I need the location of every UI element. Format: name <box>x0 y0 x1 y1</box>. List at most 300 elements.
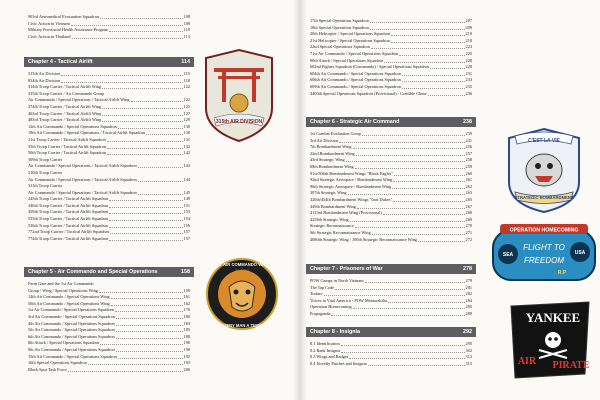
toc-entry[interactable] <box>28 236 190 243</box>
toc-dot-leader <box>118 128 183 129</box>
toc-entry[interactable] <box>310 157 472 164</box>
toc-entry-title: 309th Troop Carrier <box>28 156 63 162</box>
toc-entry[interactable] <box>28 124 190 131</box>
toc-entry[interactable] <box>310 177 472 184</box>
toc-entry[interactable] <box>310 25 472 32</box>
toc-dot-leader <box>402 88 465 89</box>
toc-entry-title: Civic Action in Vietnam <box>28 20 70 26</box>
toc-entry[interactable] <box>310 77 472 84</box>
toc-dot-leader <box>402 75 465 76</box>
toc-entry[interactable] <box>28 183 190 190</box>
toc-entry-title: POW Camps in North Vietnam <box>310 278 364 283</box>
toc-entry[interactable] <box>28 340 190 347</box>
toc-entry[interactable] <box>28 150 190 157</box>
toc-entry-title: Torture <box>310 291 323 297</box>
toc-entry-title: 14th Air Commando / Special Operations Wing <box>28 294 110 300</box>
chapter-4-page: 114 <box>181 59 190 65</box>
patch-flight-line1: FLIGHT TO <box>523 243 565 252</box>
toc-entry[interactable] <box>28 223 190 230</box>
toc-entry-page: 223 <box>465 44 472 50</box>
toc-entry[interactable] <box>28 21 190 28</box>
toc-dot-leader <box>109 207 182 208</box>
patch-cest-la-vie-bottom: STRATEGIC BOMBARDMENT <box>514 195 574 200</box>
toc-dot-leader <box>102 88 182 89</box>
toc-dot-leader <box>365 282 465 283</box>
toc-entry-page: 210 <box>465 31 472 37</box>
toc-entry-title: 483rd Troop Carrier / Tactical Airlift Wing <box>28 117 102 123</box>
toc-entry-title: 90th Attack / Special Operations Squadron <box>310 57 384 63</box>
toc-entry[interactable] <box>28 229 190 236</box>
toc-dot-leader <box>335 289 464 290</box>
toc-entry[interactable] <box>310 71 472 78</box>
toc-entry-title: 21st Troop Carrier / Tactical Airlift Squadron <box>28 136 106 142</box>
toc-entry[interactable] <box>310 138 472 145</box>
toc-entry-page: 260 <box>465 170 472 176</box>
toc-entry-page: 313 <box>465 354 472 360</box>
toc-dot-leader <box>341 345 465 346</box>
toc-entry[interactable] <box>310 190 472 197</box>
toc-entry-title: 71st Air Commando / Special Operations Squadron <box>310 50 399 56</box>
toc-entry-title: 35th Troop Carrier / Tactical Airlift Squadron <box>28 143 107 149</box>
toc-entry-page: 151 <box>183 202 190 208</box>
toc-dot-leader <box>371 48 465 49</box>
toc-entry-title: 91st/306th Bombardment Wings "Black Eagles" <box>310 170 393 176</box>
toc-dot-leader <box>146 134 182 135</box>
toc-entry[interactable] <box>28 84 190 91</box>
chapter-7-header[interactable] <box>306 264 476 274</box>
toc-entry[interactable] <box>28 170 190 177</box>
toc-entry[interactable] <box>310 51 472 58</box>
toc-entry-page: 162 <box>183 300 190 306</box>
toc-entry-title: 834th Air Division <box>28 77 61 83</box>
patch-flight-line2: FREEDOM <box>524 256 564 265</box>
toc-entry-title: Propaganda <box>310 310 331 316</box>
toc-entry[interactable] <box>28 157 190 164</box>
toc-entry-page: 161 <box>183 294 190 300</box>
toc-entry[interactable] <box>28 314 190 321</box>
patch-cest-la-vie <box>505 126 583 214</box>
toc-entry-page: 272 <box>465 236 472 242</box>
toc-entry-page: 285 <box>465 304 472 310</box>
toc-entry-page: 156 <box>183 222 190 228</box>
toc-entry[interactable] <box>310 38 472 45</box>
toc-entry[interactable] <box>28 163 190 170</box>
toc-entry-title: 50th Troop Carrier / Tactical Airlift Squadron <box>28 150 107 156</box>
toc-entry-title: 307th Strategic Wing <box>310 190 347 196</box>
toc-dot-leader <box>348 194 465 195</box>
toc-entry-page: 154 <box>183 216 190 222</box>
toc-entry[interactable] <box>28 104 190 111</box>
toc-dot-leader <box>61 82 182 83</box>
toc-dot-leader <box>370 29 465 30</box>
chapter-6-title: Chapter 6 - Strategic Air Command <box>310 119 400 125</box>
toc-dot-leader <box>357 208 465 209</box>
toc-entry-title: 1st Combat Evaluation Group <box>310 131 362 136</box>
toc-entry-title: 56th Air Commando / Special Operations Wing <box>28 300 110 306</box>
toc-entry[interactable] <box>310 237 472 244</box>
toc-entry[interactable] <box>28 117 190 124</box>
toc-entry[interactable] <box>310 18 472 25</box>
toc-entry-page: 159 <box>183 287 190 293</box>
toc-dot-leader <box>115 311 182 312</box>
toc-entry-title: 609th Air Commando / Special Operations Squadron <box>310 83 401 89</box>
toc-dot-leader <box>353 148 465 149</box>
toc-entry-page: 289 <box>465 310 472 316</box>
chapter-6-list <box>310 131 472 243</box>
patch-pirate-line3: PIRATE <box>552 360 590 371</box>
toc-entry-page: 258 <box>465 157 472 163</box>
chapter-8-list <box>310 341 472 367</box>
toc-entry-page: 145 <box>183 189 190 195</box>
toc-entry[interactable] <box>310 204 472 211</box>
toc-entry[interactable] <box>310 184 472 191</box>
toc-entry-title: 310th Troop Carrier <box>28 169 63 175</box>
patch-pirate-line2: AIR <box>517 356 537 367</box>
toc-entry[interactable] <box>28 177 190 184</box>
patch-1st-bottom-text: EVERY MAN A TIGER <box>220 323 264 328</box>
toc-entry-page: 153 <box>183 209 190 215</box>
toc-entry-page: 190 <box>183 340 190 346</box>
chapter-6-section <box>310 117 472 243</box>
toc-entry-title: 535th Troop Carrier / Tactical Airlift Squadron <box>28 216 109 222</box>
toc-entry-title: 4133rd Bombardment Wing (Provisional) <box>310 210 382 216</box>
chapter-5-section <box>28 267 190 373</box>
toc-entry-page: 271 <box>465 229 472 235</box>
chapter-5-header[interactable] <box>24 267 194 277</box>
toc-entry-page: 267 <box>465 203 472 209</box>
chapter-8-header[interactable] <box>306 327 476 337</box>
toc-entry-title: Air Commando / Special Operations / Tactical Airlift Squadron <box>28 176 137 182</box>
toc-entry-title: Civic Action in Thailand <box>28 33 71 39</box>
toc-dot-leader <box>131 101 183 102</box>
toc-dot-leader <box>109 240 182 241</box>
toc-entry-title: 96th Strategic Aerospace / Bombardment Wing <box>310 183 392 189</box>
toc-entry-title: 8.2 Rank Insignia <box>310 347 341 353</box>
toc-entry[interactable] <box>28 144 190 151</box>
toc-entry[interactable] <box>310 341 472 348</box>
toc-entry-page: 143 <box>183 163 190 169</box>
toc-entry[interactable] <box>28 360 190 367</box>
chapter-7-page: 278 <box>463 266 472 272</box>
toc-dot-leader <box>109 31 182 32</box>
toc-entry[interactable] <box>28 190 190 197</box>
toc-entry-page: 261 <box>465 177 472 183</box>
toc-entry[interactable] <box>310 304 472 311</box>
patch-1st-air-commando <box>205 257 279 331</box>
toc-entry-page: 241 <box>465 137 472 143</box>
toc-entry-page: 188 <box>183 333 190 339</box>
toc-entry[interactable] <box>28 137 190 144</box>
toc-entry[interactable] <box>310 210 472 217</box>
toc-entry-page: 115 <box>183 71 190 76</box>
toc-entry[interactable] <box>28 71 190 78</box>
toc-entry-title: 320th/454th Bombardment Wings "Iron Dukes" <box>310 196 393 202</box>
toc-entry-title: 92nd Strategic Aerospace / Bombardment Wing <box>310 177 393 183</box>
toc-dot-leader <box>402 81 465 82</box>
toc-entry[interactable] <box>310 64 472 71</box>
toc-dot-leader <box>71 25 183 26</box>
toc-dot-leader <box>356 155 465 156</box>
toc-entry-title: 19th Air Commando / Special Operations / Tactical Airlift Squadron <box>28 130 146 136</box>
toc-entry-page: 225 <box>465 50 472 56</box>
toc-entry-title: 12th Air Commando / Special Operations Squadron <box>28 123 117 129</box>
toc-entry-page: 125 <box>183 103 190 109</box>
toc-entry-page: 209 <box>465 24 472 30</box>
toc-dot-leader <box>118 358 183 359</box>
toc-entry-page: 263 <box>465 190 472 196</box>
toc-entry-page: 113 <box>183 33 190 39</box>
chapter-4-title: Chapter 4 - Tactical Airlift <box>28 59 93 65</box>
toc-entry-title: 20th Helicopter / Special Operations Squadron <box>310 31 391 37</box>
toc-entry-page: 228 <box>465 64 472 70</box>
toc-dot-leader <box>116 351 183 352</box>
toc-entry-page: 207 <box>465 18 472 23</box>
toc-entry-title: 345th Troop Carrier / Tactical Airlift Squadron <box>28 196 109 202</box>
toc-dot-leader <box>116 331 183 332</box>
toc-entry[interactable] <box>28 209 190 216</box>
patch-pirate-line1: YANKEE <box>525 310 581 325</box>
toc-entry-page: 206 <box>183 366 190 372</box>
toc-entry-page: 279 <box>465 278 472 283</box>
toc-entry[interactable] <box>310 291 472 298</box>
toc-entry-page: 235 <box>465 83 472 89</box>
toc-entry-title: 4th Air Commando / Special Operations Squadron <box>28 320 115 326</box>
toc-entry[interactable] <box>28 367 190 374</box>
toc-dot-leader <box>109 213 182 214</box>
chapter-7-title: Chapter 7 - Prisoners of War <box>310 266 383 272</box>
toc-dot-leader <box>393 181 464 182</box>
chapter-8-section <box>310 327 472 367</box>
toc-entry-title: Military Provincial Health Assistance Program <box>28 27 109 33</box>
toc-dot-leader <box>394 175 465 176</box>
toc-entry-title: 15th Air Commando / Special Operations Squadron <box>28 353 117 359</box>
toc-entry[interactable] <box>28 288 190 295</box>
toc-entry-title: 22nd Special Operations Squadron <box>310 44 370 50</box>
toc-entry-title: 314th Troop Carrier / Tactical Airlift Wing <box>28 84 102 90</box>
toc-dot-leader <box>100 18 183 19</box>
toc-entry[interactable] <box>28 130 190 137</box>
patch-flight-to-freedom <box>490 222 598 284</box>
toc-dot-leader <box>430 68 464 69</box>
toc-entry[interactable] <box>28 111 190 118</box>
toc-entry[interactable] <box>310 151 472 158</box>
toc-entry[interactable] <box>310 197 472 204</box>
toc-entry[interactable] <box>28 294 190 301</box>
toc-entry[interactable] <box>28 321 190 328</box>
toc-entry[interactable] <box>310 31 472 38</box>
toc-entry[interactable] <box>28 327 190 334</box>
toc-dot-leader <box>109 227 182 228</box>
toc-dot-leader <box>355 168 465 169</box>
toc-entry[interactable] <box>310 223 472 230</box>
toc-entry[interactable] <box>310 91 472 98</box>
toc-entry[interactable] <box>28 281 190 288</box>
toc-entry-page: 231 <box>465 70 472 76</box>
toc-entry[interactable] <box>28 216 190 223</box>
toc-dot-leader <box>372 234 465 235</box>
toc-entry-title: 5th Air Commando / Special Operations Squadron <box>28 327 115 333</box>
toc-entry-page: 108 <box>183 20 190 26</box>
toc-entry-title: 18th Special Operations Squadron <box>310 24 369 30</box>
chapter-4-header[interactable] <box>24 57 194 67</box>
patch-flight-line3: R.P <box>557 270 567 276</box>
patch-flight-top: OPERATION HOMECOMING <box>509 227 579 234</box>
toc-entry[interactable] <box>28 14 190 21</box>
toc-dot-leader <box>138 181 183 182</box>
toc-entry-page: 144 <box>183 176 190 182</box>
toc-entry[interactable] <box>310 354 472 361</box>
toc-entry-page: 218 <box>465 37 472 43</box>
toc-entry-page: 132 <box>183 143 190 149</box>
toc-entry-page: 233 <box>465 77 472 83</box>
toc-entry[interactable] <box>310 361 472 368</box>
chapter-8-page: 292 <box>463 329 472 335</box>
toc-entry[interactable] <box>28 78 190 85</box>
chapter-6-header[interactable] <box>306 117 476 127</box>
toc-entry-title: Farm Gate and the 1st Air Commando <box>28 281 94 286</box>
chapter-8-title: Chapter 8 - Insignia <box>310 329 361 335</box>
toc-entry[interactable] <box>310 84 472 91</box>
toc-entry[interactable] <box>310 144 472 151</box>
toc-entry[interactable] <box>28 196 190 203</box>
toc-entry-page: 176 <box>183 307 190 313</box>
toc-entry-title: 449th Bombardment Wing <box>310 203 356 209</box>
toc-entry-title: 43rd Strategic Wing <box>310 157 345 163</box>
toc-entry-page: 130 <box>183 130 190 136</box>
toc-entry[interactable] <box>310 348 472 355</box>
toc-dot-leader <box>349 358 464 359</box>
toc-entry[interactable] <box>310 298 472 305</box>
toc-entry[interactable] <box>310 285 472 292</box>
chapter-7-list <box>310 278 472 318</box>
patch-1st-tag: 56 SOW <box>235 269 249 273</box>
toc-entry-title: 346th Troop Carrier / Tactical Airlift Squadron <box>28 202 109 208</box>
toc-entry-page: 118 <box>183 77 190 83</box>
toc-entry-page: 282 <box>465 291 472 297</box>
toc-dot-leader <box>391 42 465 43</box>
toc-entry[interactable] <box>310 58 472 65</box>
toc-entry-page: 122 <box>183 84 190 90</box>
toc-entry-title: 3rd Air Commando / Special Operations Squadron <box>28 313 115 319</box>
toc-entry-title: 1st Air Commando / Special Operations Squadron <box>28 307 115 313</box>
toc-entry[interactable] <box>310 131 472 138</box>
toc-dot-leader <box>109 200 182 201</box>
toc-entry-title: 374th Troop Carrier / Tactical Airlift Wing <box>28 103 102 109</box>
toc-dot-leader <box>391 35 464 36</box>
toc-entry-page: 268 <box>465 210 472 216</box>
toc-entry-title: 459th Troop Carrier / Tactical Airlift Squadron <box>28 209 109 215</box>
toc-entry-title: 6th Air Commando / Special Operations Squadron <box>28 333 115 339</box>
chapter-7-section <box>310 264 472 318</box>
toc-entry[interactable] <box>310 311 472 318</box>
toc-dot-leader <box>102 115 182 116</box>
toc-entry[interactable] <box>310 230 472 237</box>
toc-entry-title: 8.4 Novelty Patches and Insignia <box>310 360 367 366</box>
toc-entry-page: 262 <box>465 183 472 189</box>
toc-entry-page: 295 <box>465 341 472 346</box>
toc-dot-leader <box>353 308 465 309</box>
patch-315-text: 315th AIR DIVISION <box>215 119 263 125</box>
toc-dot-leader <box>350 221 465 222</box>
toc-entry-page: 265 <box>465 196 472 202</box>
toc-entry-page: 270 <box>465 223 472 229</box>
toc-entry[interactable] <box>28 347 190 354</box>
toc-entry-page: 284 <box>465 297 472 303</box>
patch-flight-left: SEA <box>502 252 514 258</box>
toc-dot-leader <box>107 141 183 142</box>
patch-flight-right: USA <box>574 250 586 256</box>
toc-entry[interactable] <box>310 217 472 224</box>
toc-entry-page: 180 <box>183 313 190 319</box>
toc-dot-leader <box>388 302 464 303</box>
toc-dot-leader <box>393 201 464 202</box>
toc-entry-title: 7th Bombardment Wing <box>310 144 352 150</box>
toc-dot-leader <box>100 344 182 345</box>
toc-entry[interactable] <box>28 91 190 98</box>
toc-entry[interactable] <box>28 34 190 41</box>
toc-dot-leader <box>109 220 182 221</box>
toc-entry-page: 315 <box>465 360 472 366</box>
toc-dot-leader <box>107 154 182 155</box>
chapter-5-title: Chapter 5 - Air Commando and Special Operations <box>28 269 158 275</box>
toc-entry-page: 185 <box>183 327 190 333</box>
toc-entry-title: 4080th Strategic Wing / 100th Strategic Reconnaissance Wing <box>310 236 418 242</box>
toc-entry[interactable] <box>310 278 472 285</box>
toc-dot-leader <box>116 338 183 339</box>
toc-dot-leader <box>418 241 465 242</box>
toc-dot-leader <box>111 298 183 299</box>
toc-entry-page: 269 <box>465 216 472 222</box>
toc-entry-title: Air Commando / Special Operations / Tactical Airlift Wing <box>28 97 130 103</box>
toc-entry-title: 68th Bombardment Wing <box>310 163 354 169</box>
chapter-4-list <box>28 71 190 242</box>
toc-entry-title: 463rd Troop Carrier / Tactical Airlift Wing <box>28 110 102 116</box>
toc-entry-title: 9th Air Commando / Special Operations Squadron <box>28 346 115 352</box>
toc-dot-leader <box>111 305 183 306</box>
toc-entry[interactable] <box>28 307 190 314</box>
toc-entry-page: 257 <box>465 150 472 156</box>
toc-entry[interactable] <box>28 203 190 210</box>
toc-dot-leader <box>339 142 464 143</box>
toc-entry-title: 22nd Bombardment Wing <box>310 150 355 156</box>
toc-entry-page: 193 <box>183 360 190 366</box>
toc-entry[interactable] <box>28 334 190 341</box>
toc-entry-title: 772nd Troop Carrier / Tactical Airlift Squadron <box>28 229 110 235</box>
toc-dot-leader <box>355 227 465 228</box>
toc-entry-title: 315th Troop Carrier / Air Commando Group <box>28 90 105 96</box>
toc-entry-title: 8.3 Wings and Badges <box>310 354 349 360</box>
toc-entry[interactable] <box>28 301 190 308</box>
toc-entry-title: Strategic Reconnaissance <box>310 223 354 229</box>
toc-entry[interactable] <box>310 164 472 171</box>
toc-dot-leader <box>368 365 465 366</box>
toc-entry[interactable] <box>28 27 190 34</box>
toc-dot-leader <box>341 352 464 353</box>
toc-dot-leader <box>61 75 182 76</box>
toc-entry[interactable] <box>310 171 472 178</box>
toc-dot-leader <box>102 108 182 109</box>
toc-entry-title: 903rd Aeromedical Evacuation Squadron <box>28 14 99 19</box>
toc-entry[interactable] <box>28 354 190 361</box>
toc-entry-title: 4258th Strategic Wing <box>310 216 349 222</box>
toc-entry[interactable] <box>28 97 190 104</box>
toc-entry-title: 21st Helicopter / Special Operations Squadron <box>310 37 390 43</box>
toc-entry-page: 256 <box>465 144 472 150</box>
toc-dot-leader <box>324 295 465 296</box>
toc-entry[interactable] <box>310 44 472 51</box>
toc-dot-leader <box>362 135 464 136</box>
patch-1st-top-text: 1ST AIR COMMANDO WING <box>214 262 270 267</box>
